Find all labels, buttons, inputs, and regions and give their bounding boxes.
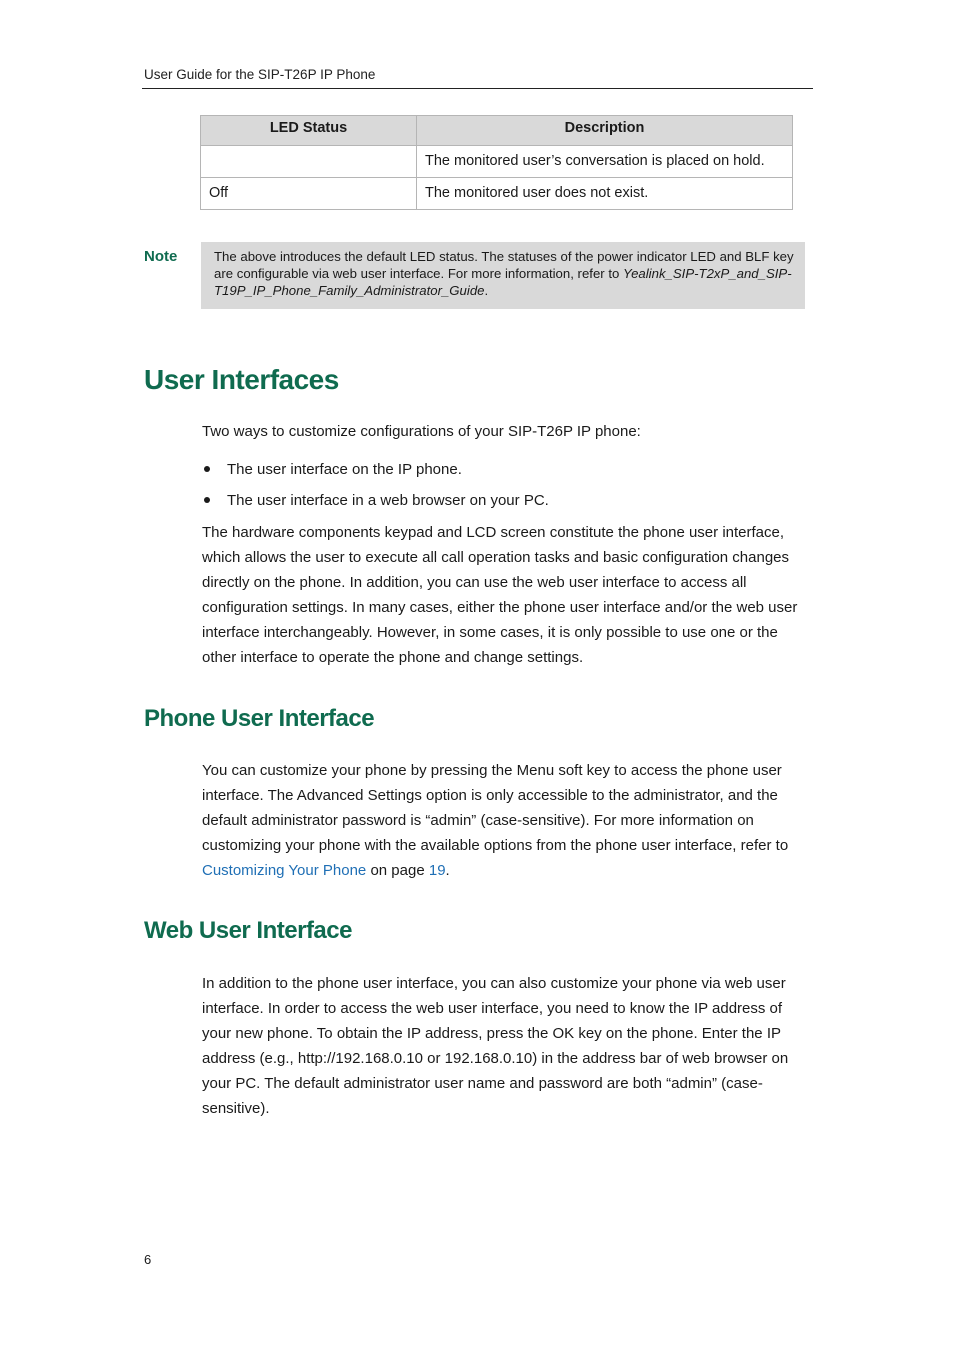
description-cell: The monitored user’s conversation is placed on hold. bbox=[417, 146, 793, 178]
page-19-link[interactable]: 19 bbox=[428, 862, 446, 879]
note-text: The above introduces the default LED status. The statuses of the power indicator LED and BLF key are configurable via web user interface. For more information, refer to bbox=[214, 249, 794, 281]
led-status-cell bbox=[201, 146, 417, 178]
list-item: The user interface in a web browser on your PC. bbox=[202, 488, 812, 519]
table-row bbox=[201, 146, 793, 178]
running-header: User Guide for the SIP-T26P IP Phone bbox=[144, 67, 376, 82]
phone-user-interface-body bbox=[202, 758, 812, 883]
user-interfaces-intro: Two ways to customize configurations of your SIP-T26P IP phone: bbox=[202, 423, 641, 440]
list-item: The user interface on the IP phone. bbox=[202, 457, 812, 488]
phone-ui-end: . bbox=[445, 862, 450, 879]
phone-ui-body-text: You can customize your phone by pressing the Menu soft key to access the phone user interface. The Advanced Settings option is only accessible to the administrator, and the default administrator password is “admin” (case-sensitive). For more information on customizing your phone with the available options from the phone user interface, refer to bbox=[202, 762, 789, 854]
description-cell: The monitored user does not exist. bbox=[417, 178, 793, 210]
column-header-led-status: LED Status bbox=[201, 116, 417, 146]
note-box bbox=[201, 242, 805, 309]
note-label: Note bbox=[144, 248, 178, 265]
section-title-phone-user-interface: Phone User Interface bbox=[144, 705, 375, 732]
section-title-user-interfaces: User Interfaces bbox=[144, 364, 339, 395]
note-text-end: . bbox=[484, 283, 489, 298]
header-divider bbox=[142, 88, 813, 89]
column-header-description: Description bbox=[417, 116, 793, 146]
section-title-web-user-interface: Web User Interface bbox=[144, 917, 352, 944]
note-doc-name: Yealink_SIP-T2xP_and_SIP-T19P_IP_Phone_Family_Administrator_Guide bbox=[214, 266, 792, 298]
table-row bbox=[201, 178, 793, 210]
on-page-text: on page bbox=[370, 862, 425, 879]
web-user-interface-body: In addition to the phone user interface, you can also customize your phone via web user interface. In order to access the web user interface, you need to know the IP address of your new phone. To obtain the IP address, press the OK key on the phone. Enter the IP address (e.g., http://192.168.0.10 or 192.168.0.10) in the address bar of web browser on your PC. The default administrator user name and password are both “admin” (case-sensitive). bbox=[202, 975, 789, 1117]
led-status-table bbox=[200, 115, 793, 210]
user-interfaces-bullet-list bbox=[202, 457, 812, 519]
led-status-cell: Off bbox=[201, 178, 417, 210]
user-interfaces-body: The hardware components keypad and LCD screen constitute the phone user interface, which allows the user to execute all call operation tasks and basic configuration changes directly on the phone. In addition, you can use the web user interface to access all configuration settings. In many cases, either the phone user interface and/or the web user interface interchangeably. However, in some cases, it is only possible to use one or the other interface to operate the phone and change settings. bbox=[202, 524, 798, 666]
page-number: 6 bbox=[144, 1252, 152, 1267]
table-header-row bbox=[201, 116, 793, 146]
customizing-your-phone-link[interactable]: Customizing Your Phone bbox=[202, 862, 367, 879]
